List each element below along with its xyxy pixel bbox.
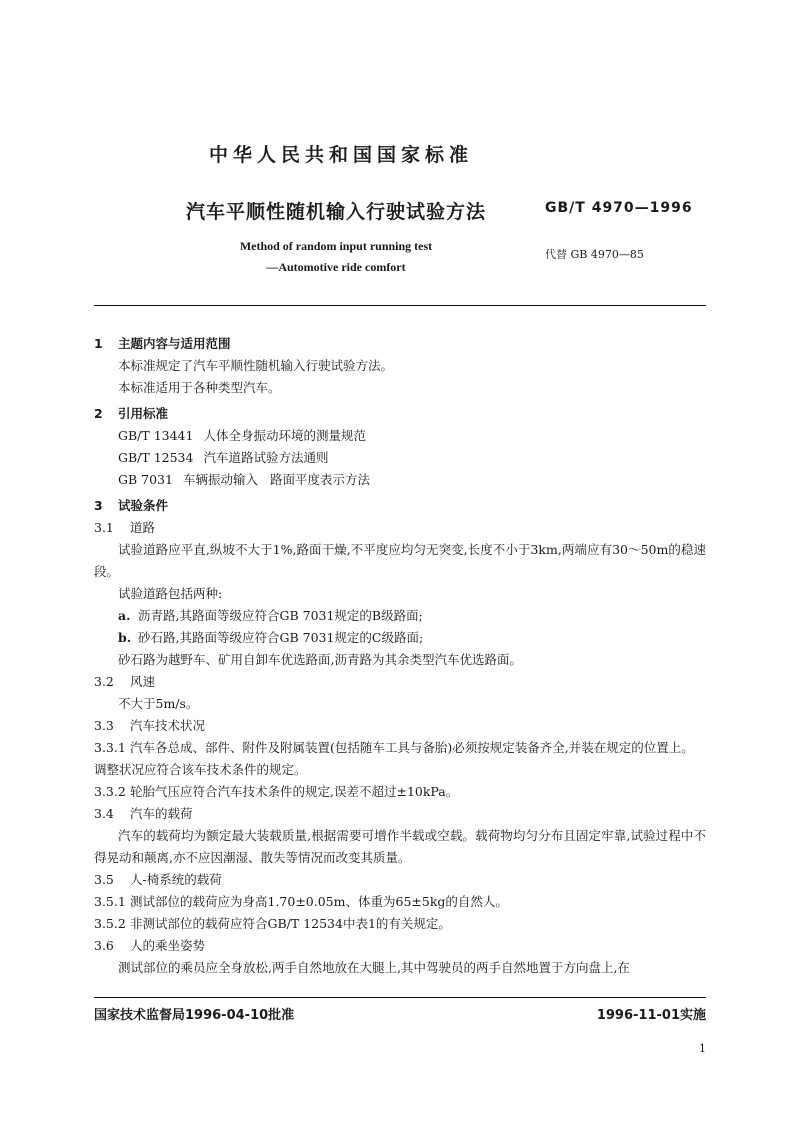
reference-name: 人体全身振动环境的测量规范 [203, 428, 366, 443]
clause-3-3-2 [94, 781, 706, 803]
subsection-number: 3.6 [94, 938, 114, 953]
standard-number: GB/T 4970—1996 [545, 200, 693, 216]
subsection-number: 3.2 [94, 674, 114, 689]
subsection-number: 3.5 [94, 872, 114, 887]
subsection-title: 汽车技术状况 [130, 718, 206, 733]
subsection-3-5-heading [94, 869, 706, 891]
section-number: 1 [94, 336, 103, 351]
replaces-note: 代替 GB 4970—85 [545, 248, 644, 261]
paragraph: 测试部位的乘员应全身放松,两手自然地放在大腿上,其中驾驶员的两手自然地置于方向盘上,在 [118, 960, 630, 975]
reference-item [94, 469, 706, 491]
reference-code: GB/T 12534 [118, 450, 194, 465]
section-3-heading [94, 495, 706, 517]
subsection-title: 风速 [130, 674, 156, 689]
reference-code: GB/T 13441 [118, 428, 194, 443]
subsection-number: 3.1 [94, 520, 114, 535]
subsection-number: 3.4 [94, 806, 114, 821]
subsection-3-3-heading [94, 715, 706, 737]
list-item-b [94, 627, 706, 649]
clause-text: 非测试部位的载荷应符合GB/T 12534中表1的有关规定。 [130, 916, 451, 931]
section-1-heading [94, 333, 706, 355]
list-text: 砂石路,其路面等级应符合GB 7031规定的C级路面; [138, 630, 424, 645]
subsection-3-4-heading [94, 803, 706, 825]
subsection-title: 人的乘坐姿势 [130, 938, 206, 953]
subsection-title: 汽车的载荷 [130, 806, 193, 821]
list-marker: a. [118, 608, 131, 623]
reference-name: 车辆振动输入 [182, 472, 258, 487]
reference-name-part: 路面平度表示方法 [269, 472, 370, 487]
section-2-heading [94, 403, 706, 425]
english-title-line-2: —Automotive ride comfort [266, 260, 406, 274]
paragraph: 试验道路包括两种: [118, 586, 223, 601]
standard-title: 汽车平顺性随机输入行驶试验方法 [186, 201, 487, 223]
clause-text: 轮胎气压应符合汽车技术条件的规定,误差不超过±10kPa。 [130, 784, 459, 799]
page-number: 1 [699, 1042, 706, 1055]
english-title-line-1: Method of random input running test [239, 239, 433, 253]
subsection-3-6-heading [94, 935, 706, 957]
english-title [186, 236, 486, 278]
clause-number: 3.3.1 [94, 740, 126, 755]
reference-name: 汽车道路试验方法通则 [203, 450, 329, 465]
reference-code: GB 7031 [118, 472, 173, 487]
list-text: 沥青路,其路面等级应符合GB 7031规定的B级路面; [138, 608, 423, 623]
reference-item [94, 425, 706, 447]
clause-text: 汽车各总成、部件、附件及附属装置(包括随车工具与备胎)必须按规定装备齐全,并装在规定的位置上。调整状况应符合该车技术条件的规定。 [94, 740, 694, 777]
clause-text: 测试部位的载荷应为身高1.70±0.05m、体重为65±5kg的自然人。 [130, 894, 508, 909]
document-body [94, 333, 706, 979]
subsection-3-1-heading [94, 517, 706, 539]
header-divider [94, 305, 706, 306]
approval-line: 国家技术监督局1996-04-10批准 [94, 1008, 295, 1023]
section-title: 试验条件 [118, 498, 169, 513]
clause-3-5-1 [94, 891, 706, 913]
paragraph: 不大于5m/s。 [118, 696, 199, 711]
subsection-title: 人-椅系统的载荷 [130, 872, 222, 887]
effective-date: 1996-11-01实施 [596, 1008, 706, 1023]
paragraph: 本标准规定了汽车平顺性随机输入行驶试验方法。 [118, 358, 394, 373]
section-number: 2 [94, 406, 103, 421]
section-title: 引用标准 [118, 406, 169, 421]
section-title: 主题内容与适用范围 [118, 336, 231, 351]
section-number: 3 [94, 498, 103, 513]
list-item-a [94, 605, 706, 627]
footer-divider [94, 997, 706, 998]
list-marker: b. [118, 630, 132, 645]
clause-3-5-2 [94, 913, 706, 935]
clause-number: 3.5.1 [94, 894, 126, 909]
clause-number: 3.3.2 [94, 784, 126, 799]
subsection-3-2-heading [94, 671, 706, 693]
paragraph: 试验道路应平直,纵坡不大于1%,路面干燥,不平度应均匀无突变,长度不小于3km,两端应有30～50m的稳速段。 [94, 542, 706, 579]
subsection-number: 3.3 [94, 718, 114, 733]
reference-item [94, 447, 706, 469]
paragraph: 本标准适用于各种类型汽车。 [118, 380, 281, 395]
standard-category-title: 中华人民共和国国家标准 [208, 144, 473, 166]
clause-3-3-1 [94, 737, 706, 781]
paragraph: 汽车的载荷均为额定最大装载质量,根据需要可增作半载或空载。载荷物均匀分布且固定牢靠,试验过程中不得晃动和颠离,亦不应因潮湿、散失等情况而改变其质量。 [94, 828, 706, 865]
subsection-title: 道路 [130, 520, 156, 535]
clause-number: 3.5.2 [94, 916, 126, 931]
paragraph: 砂石路为越野车、矿用自卸车优选路面,沥青路为其余类型汽车优选路面。 [118, 652, 522, 667]
